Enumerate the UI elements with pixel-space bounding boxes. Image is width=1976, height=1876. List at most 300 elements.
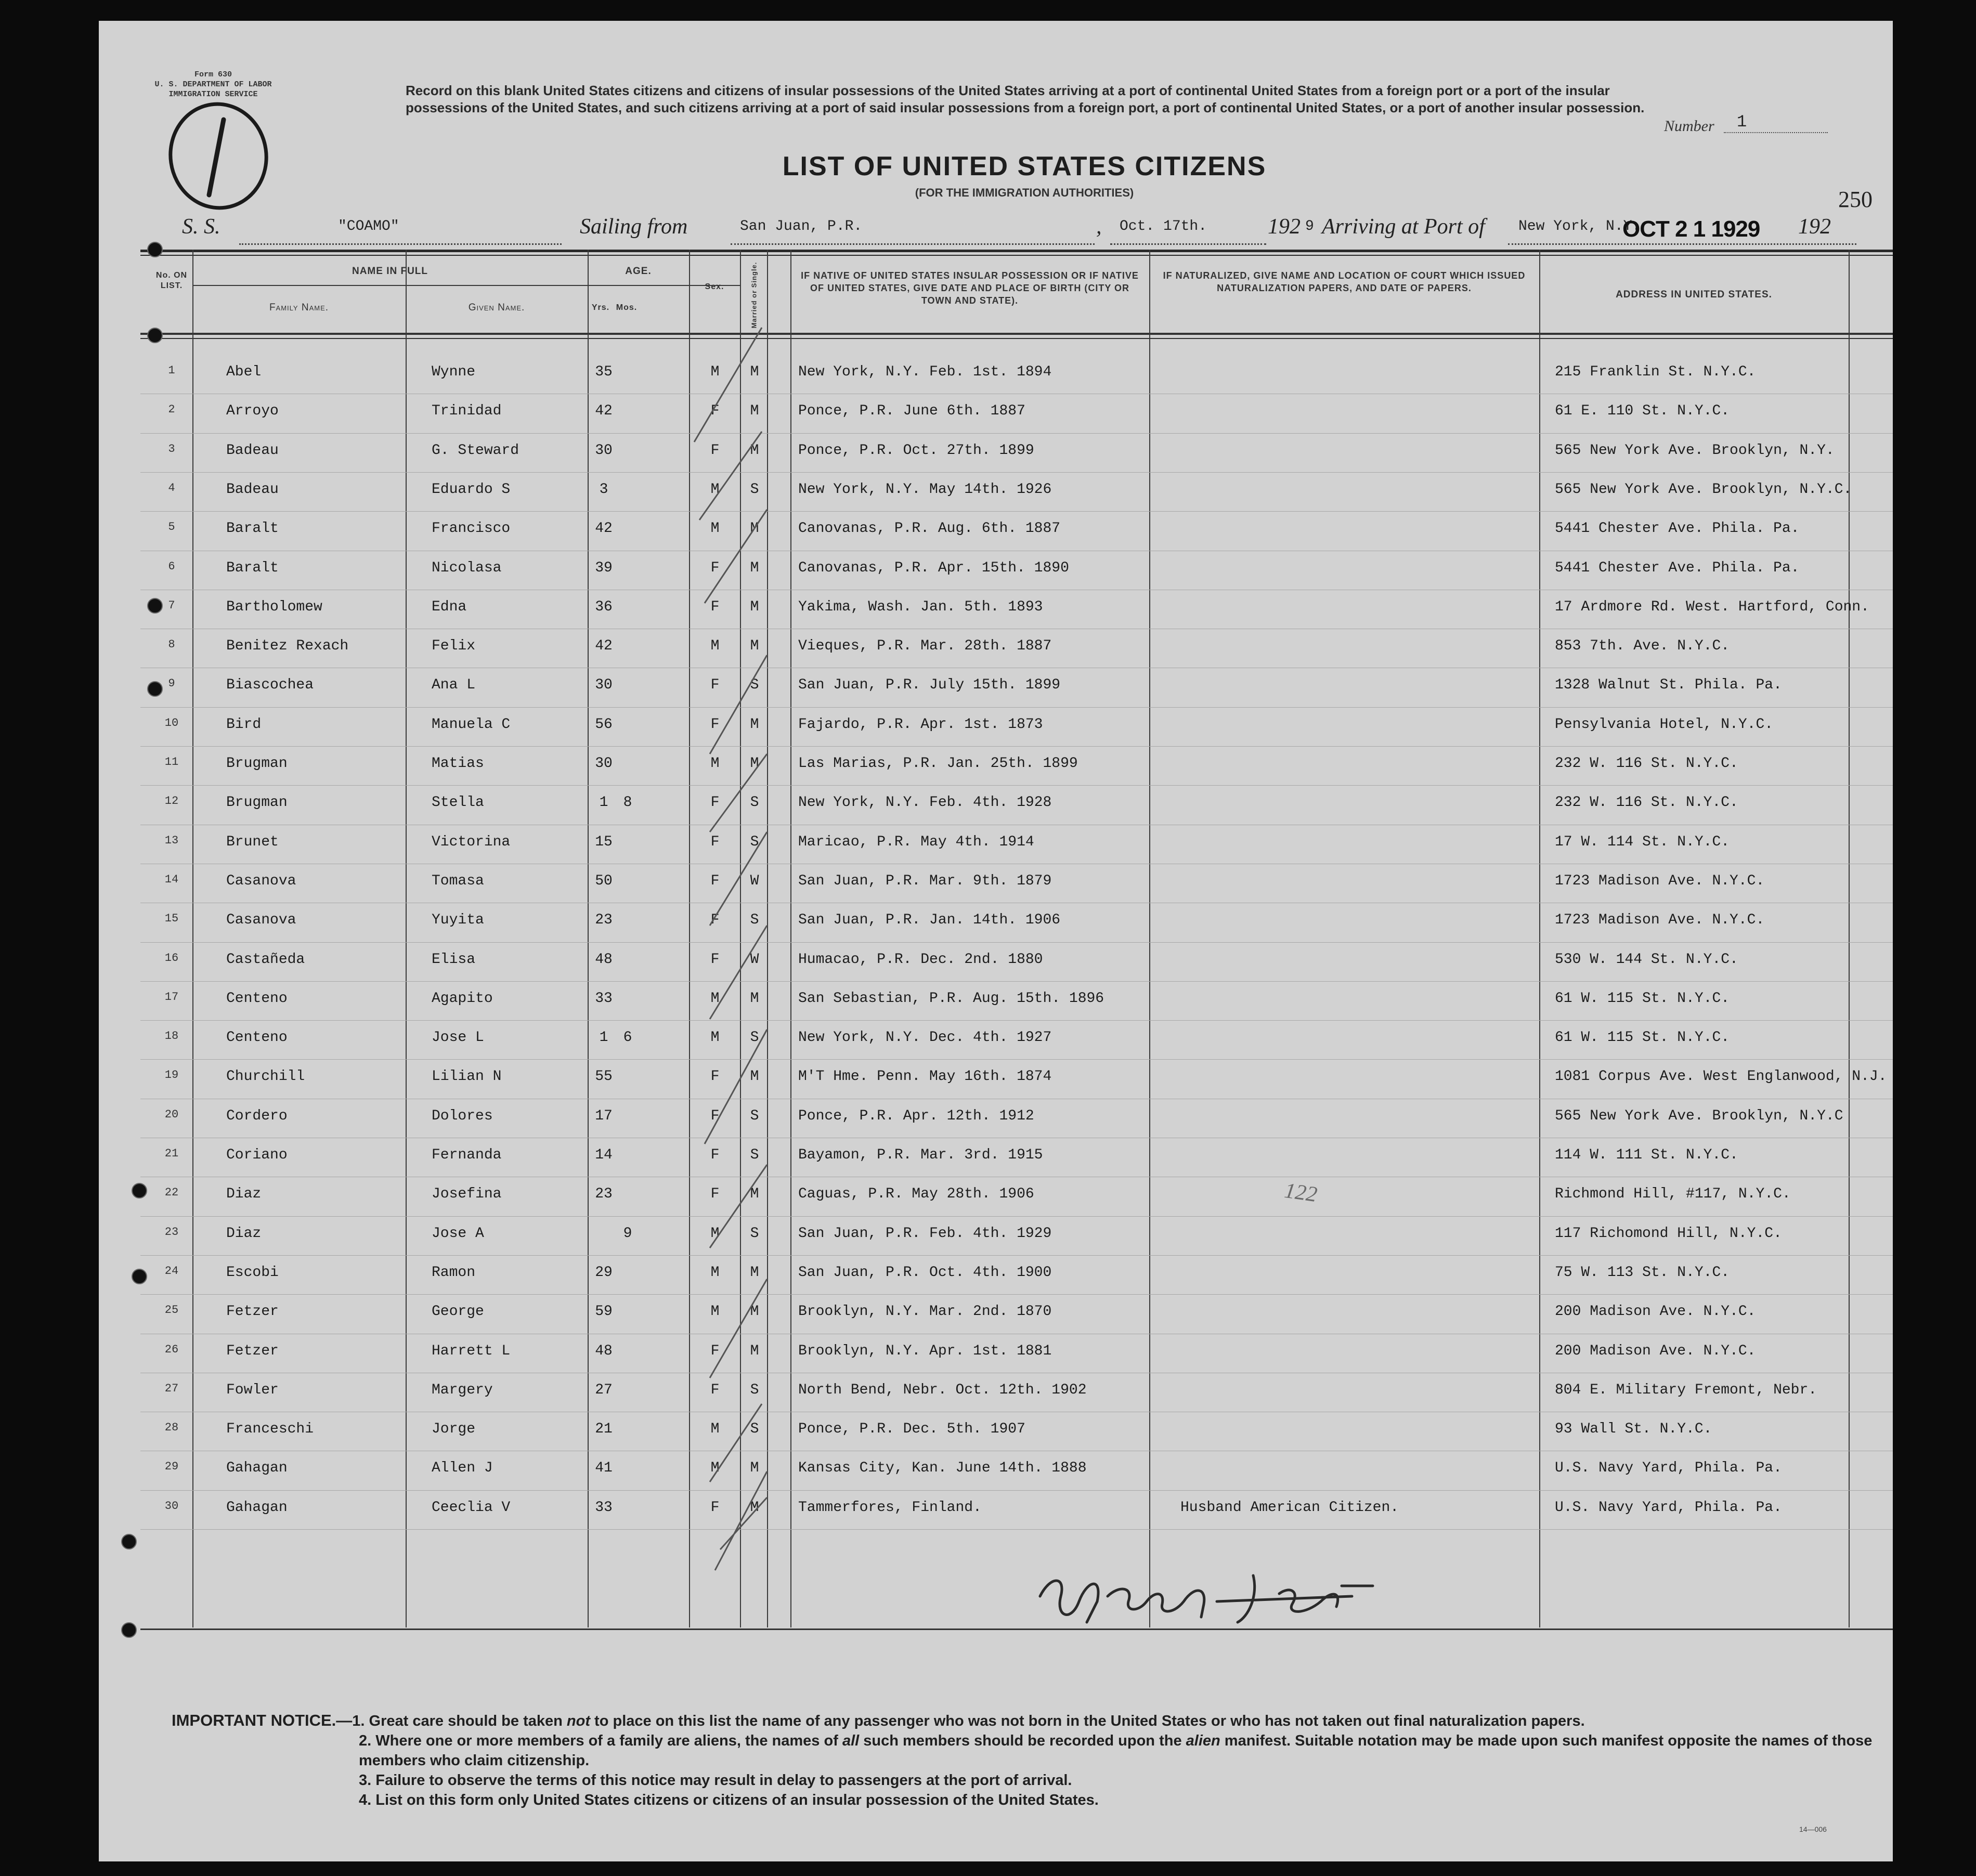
punch-hole (121, 1622, 137, 1638)
given-name: Ana L (432, 677, 476, 694)
us-address: 61 W. 115 St. N.Y.C. (1555, 990, 1730, 1007)
marital-status: M (750, 1304, 759, 1320)
us-address: 804 E. Military Fremont, Nebr. (1555, 1382, 1817, 1398)
sex: M (710, 1030, 720, 1046)
marital-status: M (750, 364, 759, 380)
header-sex: Sex. (705, 282, 724, 291)
family-name: Baralt (226, 559, 279, 576)
year-prefix: 192 (1268, 215, 1301, 239)
us-address: 114 W. 111 St. N.Y.C. (1555, 1147, 1738, 1163)
sex: F (710, 1382, 720, 1398)
age-years: 3 (599, 481, 608, 498)
marital-status: S (750, 912, 759, 929)
row-rule (140, 511, 1893, 512)
sex: M (710, 755, 720, 772)
row-number: 15 (164, 912, 179, 926)
age-years: 36 (595, 598, 613, 615)
form-department: U. S. DEPARTMENT OF LABOR (154, 80, 272, 89)
age-years: 23 (595, 912, 613, 929)
sex: M (710, 481, 720, 498)
given-name: Francisco (432, 520, 511, 537)
sailing-from: San Juan, P.R. (740, 218, 863, 234)
us-address: 61 E. 110 St. N.Y.C. (1555, 403, 1730, 420)
family-name: Centeno (226, 990, 288, 1007)
age-years: 30 (595, 755, 613, 772)
sex: F (710, 1108, 720, 1124)
punch-hole (147, 328, 163, 343)
sex: F (710, 598, 720, 615)
given-name: Yuyita (432, 912, 484, 929)
age-years: 56 (595, 716, 613, 733)
sex: F (710, 1499, 720, 1516)
given-name: Jose A (432, 1225, 484, 1242)
family-name: Cordero (226, 1108, 288, 1124)
row-number: 5 (168, 520, 175, 534)
form-service: IMMIGRATION SERVICE (168, 90, 258, 99)
us-address: 200 Madison Ave. N.Y.C. (1555, 1304, 1756, 1320)
us-address: 565 New York Ave. Brooklyn, N.Y. (1555, 442, 1835, 459)
birth-place-date: Ponce, P.R. Oct. 27th. 1899 (798, 442, 1034, 459)
sailing-comma: , (1096, 215, 1102, 239)
family-name: Brugman (226, 755, 288, 772)
given-name: Wynne (432, 364, 476, 380)
marital-status: M (750, 1499, 759, 1516)
age-years: 42 (595, 638, 613, 655)
header-bottom-rule-inner (140, 338, 1893, 339)
us-address: 17 Ardmore Rd. West. Hartford, Conn. (1555, 598, 1869, 615)
family-name: Arroyo (226, 403, 279, 420)
number-underline (1724, 132, 1828, 133)
notice-item-2: 2. Where one or more members of a family are aliens, the names of all such members should be recorded upon the alien manifest. Suitable notation may be made upon such manifest opposite the names of those members who claim citizenship. (359, 1732, 1873, 1769)
birth-place-date: Tammerfores, Finland. (798, 1499, 982, 1516)
marital-status: M (750, 1264, 759, 1281)
col-divider (1539, 250, 1540, 1627)
row-number: 19 (164, 1069, 179, 1082)
family-name: Baralt (226, 520, 279, 537)
col-divider (588, 250, 589, 1627)
birth-place-date: North Bend, Nebr. Oct. 12th. 1902 (798, 1382, 1087, 1398)
given-name: Matias (432, 755, 484, 772)
row-number: 26 (164, 1343, 179, 1356)
age-months: 9 (623, 1225, 632, 1242)
age-years: 39 (595, 559, 613, 576)
us-address: 565 New York Ave. Brooklyn, N.Y.C (1555, 1108, 1843, 1124)
row-number: 23 (164, 1225, 179, 1239)
age-years: 35 (595, 364, 613, 380)
family-name: Brugman (226, 794, 288, 811)
family-name: Badeau (226, 481, 279, 498)
row-number: 24 (164, 1264, 179, 1278)
row-number: 21 (164, 1147, 179, 1160)
age-months: 8 (623, 794, 632, 811)
header-yrs: Yrs. (591, 303, 610, 312)
birth-place-date: San Juan, P.R. July 15th. 1899 (798, 677, 1061, 694)
sex: M (710, 1225, 720, 1242)
birth-place-date: San Juan, P.R. Feb. 4th. 1929 (798, 1225, 1052, 1242)
arrival-date-stamp: OCT 2 1 1929 (1622, 216, 1760, 242)
important-notice (172, 1711, 1877, 1810)
row-number: 16 (164, 951, 179, 965)
family-name: Bird (226, 716, 262, 733)
marital-status: S (750, 1030, 759, 1046)
header-name-in-full: NAME IN FULL (352, 266, 428, 277)
birth-place-date: Canovanas, P.R. Apr. 15th. 1890 (798, 559, 1069, 576)
arriving-label: Arriving at Port of (1322, 215, 1485, 239)
row-rule (140, 1059, 1893, 1060)
marital-status: S (750, 1382, 759, 1398)
us-address: Pensylvania Hotel, N.Y.C. (1555, 716, 1774, 733)
us-address: 1081 Corpus Ave. West Englanwood, N.J. (1555, 1069, 1887, 1085)
age-years: 33 (595, 1499, 613, 1516)
sailing-field (731, 214, 1095, 245)
us-address: 530 W. 144 St. N.Y.C. (1555, 951, 1738, 968)
row-number: 13 (164, 833, 179, 847)
marital-status: M (750, 1069, 759, 1085)
given-name: G. Steward (432, 442, 519, 459)
age-months: 6 (623, 1030, 632, 1046)
sex: F (710, 794, 720, 811)
age-years: 23 (595, 1186, 613, 1203)
us-address: 75 W. 113 St. N.Y.C. (1555, 1264, 1730, 1281)
row-number: 1 (168, 364, 175, 377)
birth-place-date: San Juan, P.R. Jan. 14th. 1906 (798, 912, 1061, 929)
sex: F (710, 1343, 720, 1359)
family-name: Badeau (226, 442, 279, 459)
col-divider (1849, 250, 1850, 1627)
table-top-rule (140, 250, 1893, 252)
age-years: 50 (595, 872, 613, 889)
family-name: Gahagan (226, 1499, 288, 1516)
age-years: 55 (595, 1069, 613, 1085)
punch-hole (147, 242, 163, 257)
number-label: Number (1664, 118, 1714, 135)
sex: M (710, 1304, 720, 1320)
birth-place-date: New York, N.Y. Feb. 1st. 1894 (798, 364, 1052, 380)
family-name: Casanova (226, 872, 296, 889)
age-years: 15 (595, 833, 613, 850)
year-tail: 192 (1798, 215, 1831, 239)
inspector-signature (1030, 1565, 1394, 1627)
sex: M (710, 520, 720, 537)
age-years: 17 (595, 1108, 613, 1124)
birth-place-date: Brooklyn, N.Y. Mar. 2nd. 1870 (798, 1304, 1052, 1320)
birth-place-date: Ponce, P.R. Dec. 5th. 1907 (798, 1421, 1025, 1438)
row-number: 30 (164, 1499, 179, 1513)
row-number: 2 (168, 403, 175, 416)
us-address: U.S. Navy Yard, Phila. Pa. (1555, 1499, 1782, 1516)
punch-hole (132, 1183, 147, 1198)
birth-place-date: Maricao, P.R. May 4th. 1914 (798, 833, 1034, 850)
header-no-on-list: No. ON LIST. (155, 271, 188, 290)
row-rule (140, 1020, 1893, 1021)
naturalization: Husband American Citizen. (1180, 1499, 1399, 1516)
row-rule (140, 1490, 1893, 1491)
age-years: 41 (595, 1460, 613, 1477)
header-birth: IF NATIVE OF UNITED STATES INSULAR POSSESSION OR IF NATIVE OF UNITED STATES, GIVE DATE AND PLACE OF BIRTH (CITY OR TOWN AND STATE). (801, 270, 1139, 306)
notice-item-3: 3. Failure to observe the terms of this notice may result in delay to passengers at the port of arrival. (359, 1772, 1072, 1789)
sex: F (710, 912, 720, 929)
family-name: Churchill (226, 1069, 305, 1085)
punch-hole (121, 1534, 137, 1549)
row-rule (140, 785, 1893, 786)
margin-note: 122 (1283, 1178, 1319, 1207)
us-address: 17 W. 114 St. N.Y.C. (1555, 833, 1730, 850)
row-number: 10 (164, 716, 179, 729)
given-name: Jose L (432, 1030, 484, 1046)
given-name: Allen J (432, 1460, 493, 1477)
given-name: Josefina (432, 1186, 502, 1203)
given-name: Lilian N (432, 1069, 502, 1085)
sailing-label: Sailing from (580, 215, 688, 239)
number-value: 1 (1737, 112, 1747, 132)
birth-place-date: Fajardo, P.R. Apr. 1st. 1873 (798, 716, 1043, 733)
form-number: Form 630 (194, 70, 232, 79)
marital-status: M (750, 755, 759, 772)
given-name: George (432, 1304, 484, 1320)
marital-status: M (750, 1343, 759, 1359)
notice-item-4: 4. List on this form only United States citizens or citizens of an insular possession of the United States. (359, 1792, 1099, 1808)
family-name: Fowler (226, 1382, 279, 1398)
given-name: Jorge (432, 1421, 476, 1438)
sex: F (710, 833, 720, 850)
punch-hole (147, 598, 163, 614)
sex: M (710, 1460, 720, 1477)
row-rule (140, 472, 1893, 473)
given-name: Eduardo S (432, 481, 511, 498)
row-number: 3 (168, 442, 175, 455)
family-name: Coriano (226, 1147, 288, 1163)
us-address: 1328 Walnut St. Phila. Pa. (1555, 677, 1782, 694)
given-name: Harrett L (432, 1343, 511, 1359)
ship-name: "COAMO" (338, 218, 399, 234)
col-divider (1149, 250, 1150, 1627)
birth-place-date: Vieques, P.R. Mar. 28th. 1887 (798, 638, 1052, 655)
form-code: 14—006 (1799, 1825, 1827, 1833)
given-name: Victorina (432, 833, 511, 850)
table-top-rule-inner (140, 255, 1893, 256)
birth-place-date: San Juan, P.R. Oct. 4th. 1900 (798, 1264, 1052, 1281)
age-years: 33 (595, 990, 613, 1007)
us-address: 215 Franklin St. N.Y.C. (1555, 364, 1756, 380)
ss-label: S. S. (182, 215, 220, 239)
marital-status: S (750, 1421, 759, 1438)
age-years: 42 (595, 520, 613, 537)
age-years: 1 (599, 1030, 608, 1046)
header-given-name: Given Name. (468, 302, 525, 313)
row-number: 28 (164, 1421, 179, 1435)
check-marks (689, 312, 793, 1612)
marital-status: S (750, 1108, 759, 1124)
marital-status: M (750, 716, 759, 733)
family-name: Benitez Rexach (226, 638, 349, 655)
birth-place-date: New York, N.Y. Dec. 4th. 1927 (798, 1030, 1052, 1046)
marital-status: M (750, 559, 759, 576)
header-age: AGE. (625, 266, 652, 277)
sex: F (710, 716, 720, 733)
row-rule (140, 433, 1893, 434)
row-number: 11 (164, 755, 179, 768)
us-address: 93 Wall St. N.Y.C. (1555, 1421, 1712, 1438)
birth-place-date: Yakima, Wash. Jan. 5th. 1893 (798, 598, 1043, 615)
given-name: Edna (432, 598, 467, 615)
sex: M (710, 1421, 720, 1438)
family-name: Castañeda (226, 951, 305, 968)
marital-status: M (750, 638, 759, 655)
notice-item-1: IMPORTANT NOTICE.—1. Great care should be taken not to place on this list the name of any passenger who was not born in the United States or who has not taken out final naturalization papers. (172, 1711, 1585, 1729)
given-name: Stella (432, 794, 484, 811)
row-rule (140, 1255, 1893, 1256)
family-name: Biascochea (226, 677, 314, 694)
sex: M (710, 1264, 720, 1281)
birth-place-date: Kansas City, Kan. June 14th. 1888 (798, 1460, 1087, 1477)
marital-status: M (750, 990, 759, 1007)
marital-status: S (750, 833, 759, 850)
given-name: Trinidad (432, 403, 502, 420)
age-years: 30 (595, 442, 613, 459)
us-address: 61 W. 115 St. N.Y.C. (1555, 1030, 1730, 1046)
birth-place-date: Bayamon, P.R. Mar. 3rd. 1915 (798, 1147, 1043, 1163)
birth-place-date: San Sebastian, P.R. Aug. 15th. 1896 (798, 990, 1104, 1007)
given-name: Nicolasa (432, 559, 502, 576)
sex: F (710, 442, 720, 459)
family-name: Franceschi (226, 1421, 314, 1438)
marital-status: M (750, 520, 759, 537)
given-name: Elisa (432, 951, 476, 968)
family-name: Bartholomew (226, 598, 322, 615)
sex: F (710, 403, 720, 420)
sex: F (710, 1069, 720, 1085)
form-identifier (135, 70, 291, 99)
arrival-port: New York, N.Y. (1518, 218, 1641, 234)
us-address: 200 Madison Ave. N.Y.C. (1555, 1343, 1756, 1359)
table-bottom-rule (140, 1629, 1893, 1630)
row-rule (140, 746, 1893, 747)
us-address: 1723 Madison Ave. N.Y.C. (1555, 912, 1765, 929)
row-rule (140, 707, 1893, 708)
us-address: 232 W. 116 St. N.Y.C. (1555, 794, 1738, 811)
row-number: 12 (164, 794, 179, 808)
row-number: 29 (164, 1460, 179, 1474)
date-field (1110, 214, 1266, 245)
form-instructions: Record on this blank United States citizens and citizens of insular possessions of the United States arriving at a port of continental United States from a foreign port or a port of the insular possessions of the United States, and such citizens arriving at a port of said insular possessions from a foreign port, a port of continental United States, or a port of another insular possession. (406, 83, 1645, 115)
family-name: Brunet (226, 833, 279, 850)
marital-status: S (750, 1225, 759, 1242)
page-number: 250 (1838, 187, 1873, 212)
marital-status: S (750, 1147, 759, 1163)
punch-hole (147, 681, 163, 697)
family-name: Fetzer (226, 1343, 279, 1359)
age-years: 59 (595, 1304, 613, 1320)
page-subtitle: (FOR THE IMMIGRATION AUTHORITIES) (915, 186, 1134, 199)
sex: M (710, 990, 720, 1007)
col-divider (406, 250, 407, 1627)
given-name: Margery (432, 1382, 493, 1398)
given-name: Ramon (432, 1264, 476, 1281)
family-name: Diaz (226, 1186, 262, 1203)
given-name: Manuela C (432, 716, 511, 733)
birth-place-date: Ponce, P.R. June 6th. 1887 (798, 403, 1025, 420)
birth-place-date: M'T Hme. Penn. May 16th. 1874 (798, 1069, 1052, 1085)
us-address: 232 W. 116 St. N.Y.C. (1555, 755, 1738, 772)
marital-status: W (750, 872, 759, 889)
row-number: 6 (168, 559, 175, 573)
row-number: 17 (164, 990, 179, 1004)
birth-place-date: Humacao, P.R. Dec. 2nd. 1880 (798, 951, 1043, 968)
us-address: 117 Richomond Hill, N.Y.C. (1555, 1225, 1782, 1242)
family-name: Centeno (226, 1030, 288, 1046)
age-years: 30 (595, 677, 613, 694)
age-years: 27 (595, 1382, 613, 1398)
age-years: 48 (595, 1343, 613, 1359)
header-family-name: Family Name. (269, 302, 329, 313)
row-rule (140, 1294, 1893, 1295)
us-address: 853 7th. Ave. N.Y.C. (1555, 638, 1730, 655)
family-name: Abel (226, 364, 262, 380)
sex: F (710, 951, 720, 968)
row-number: 22 (164, 1186, 179, 1200)
page-title: LIST OF UNITED STATES CITIZENS (782, 151, 1267, 181)
family-name: Fetzer (226, 1304, 279, 1320)
ship-field (239, 214, 562, 245)
header-mos: Mos. (616, 303, 638, 312)
row-number: 18 (164, 1030, 179, 1043)
header-bottom-rule (140, 333, 1893, 335)
given-name: Felix (432, 638, 476, 655)
us-address: 1723 Madison Ave. N.Y.C. (1555, 872, 1765, 889)
birth-place-date: Ponce, P.R. Apr. 12th. 1912 (798, 1108, 1034, 1124)
birth-place-date: Caguas, P.R. May 28th. 1906 (798, 1186, 1034, 1203)
marital-status: M (750, 403, 759, 420)
age-years: 48 (595, 951, 613, 968)
given-name: Ceeclia V (432, 1499, 511, 1516)
row-number: 7 (168, 598, 175, 612)
age-years: 29 (595, 1264, 613, 1281)
given-name: Fernanda (432, 1147, 502, 1163)
us-address: 5441 Chester Ave. Phila. Pa. (1555, 520, 1800, 537)
punch-hole (132, 1269, 147, 1284)
row-rule (140, 1529, 1893, 1530)
marital-status: M (750, 1186, 759, 1203)
us-address: Richmond Hill, #117, N.Y.C. (1555, 1186, 1791, 1203)
row-number: 14 (164, 872, 179, 886)
birth-place-date: New York, N.Y. May 14th. 1926 (798, 481, 1052, 498)
marital-status: W (750, 951, 759, 968)
header-naturalized: IF NATURALIZED, GIVE NAME AND LOCATION OF COURT WHICH ISSUED NATURALIZATION PAPERS, AND DATE OF PAPERS. (1163, 270, 1526, 293)
sex: M (710, 364, 720, 380)
marital-status: S (750, 677, 759, 694)
row-number: 20 (164, 1108, 179, 1121)
sex: M (710, 638, 720, 655)
us-address: 565 New York Ave. Brooklyn, N.Y.C. (1555, 481, 1852, 498)
family-name: Escobi (226, 1264, 279, 1281)
marital-status: M (750, 1460, 759, 1477)
age-years: 1 (599, 794, 608, 811)
family-name: Gahagan (226, 1460, 288, 1477)
marital-status: M (750, 442, 759, 459)
family-name: Casanova (226, 912, 296, 929)
given-name: Tomasa (432, 872, 484, 889)
sex: F (710, 1186, 720, 1203)
row-number: 27 (164, 1382, 179, 1395)
birth-place-date: San Juan, P.R. Mar. 9th. 1879 (798, 872, 1052, 889)
us-address: U.S. Navy Yard, Phila. Pa. (1555, 1460, 1782, 1477)
marital-status: M (750, 598, 759, 615)
sex: F (710, 872, 720, 889)
age-years: 42 (595, 403, 613, 420)
given-name: Dolores (432, 1108, 493, 1124)
age-years: 21 (595, 1421, 613, 1438)
header-married-single: Married or Single. (750, 262, 758, 329)
